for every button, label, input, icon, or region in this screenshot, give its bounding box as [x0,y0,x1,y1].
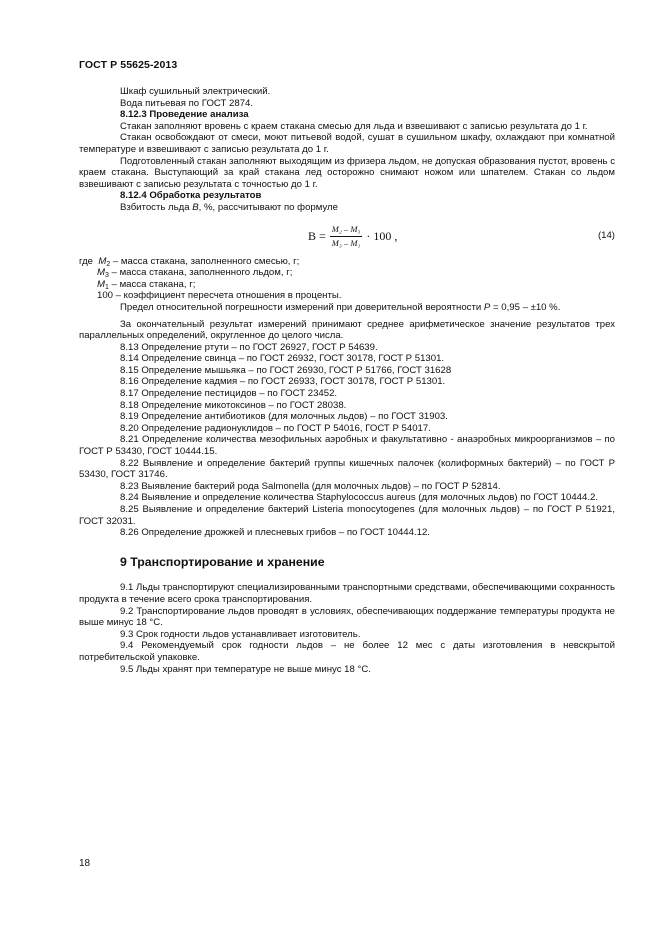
text: Предел относительной погрешности измерений при доверительной вероятности [120,301,484,313]
text: Взбитость льда [120,201,193,213]
section-9-body [79,582,615,675]
subsection-heading: 8.12.3 Проведение анализа [120,109,249,121]
formula-rhs: · 100 , [366,228,398,243]
paragraph: Вода питьевая по ГОСТ 2874. [120,97,254,109]
list-item: 8.21 Определение количества мезофильных аэробных и факультативно - анаэробных микроорганизмов – по ГОСТ Р 53430, ГОСТ 10444.15. [79,434,615,458]
list-item: 8.16 Определение кадмия – по ГОСТ 26933, ГОСТ 30178, ГОСТ Р 51301. [120,376,446,388]
legend-list [79,256,615,302]
paragraph: За окончательный результат измерений принимают среднее арифметическое значение результатов трех параллельных определений, округленное до целого числа. [79,318,615,342]
paragraph [79,302,615,314]
legend-item [79,256,615,268]
subscript: 1 [105,283,109,291]
subsection-heading: 8.12.4 Обработка результатов [120,190,262,202]
list-item: 8.14 Определение свинца – по ГОСТ 26932, ГОСТ 30178, ГОСТ Р 51301. [120,353,445,365]
symbol: M [97,278,105,290]
legend-item: 100 – коэффициент пересчета отношения в проценты. [97,290,342,302]
paragraph: Стакан заполняют вровень с краем стакана смесью для льда и взвешивают с записью результата до 1 г. [120,120,588,132]
methods-list [79,342,615,539]
legend-item [79,279,615,291]
list-item: 8.26 Определение дрожжей и плесневых грибов – по ГОСТ 10444.12. [120,527,430,539]
paragraph: 9.1 Льды транспортируют специализированными транспортными средствами, обеспечивающими сохранность продукта в течение всего срока транспортирования. [79,582,615,605]
paragraph: Подготовленный стакан заполняют выходящим из фризера льдом, не допуская образования пустот, вровень с краем стакана. Выступающий за край стакана лед осторожно снимают ножом или шпателем. Стакан со льдом взвешивают с записью результата с точностью до 1 г. [79,155,615,190]
legend-text: – масса стакана, заполненного льдом, г; [108,267,293,279]
list-item: 8.18 Определение микотоксинов – по ГОСТ 28038. [120,399,347,411]
page-number: 18 [79,858,91,869]
list-item: 8.19 Определение антибиотиков (для молочных льдов) – по ГОСТ 31903. [120,411,448,423]
formula-intro [79,202,615,214]
list-item: 8.22 Выявление и определение бактерий группы кишечных палочек (колиформных бактерий) – по ГОСТ Р 53430, ГОСТ 31746. [79,457,615,481]
list-item: 8.15 Определение мышьяка – по ГОСТ 26930, ГОСТ Р 51766, ГОСТ 31628 [120,364,452,376]
subscript: 3 [105,272,109,280]
symbol: M [98,255,107,267]
legend-text: – масса стакана, г; [108,278,196,290]
list-item: 8.20 Определение радионуклидов – по ГОСТ Р 54016, ГОСТ Р 54017. [120,422,431,434]
formula-numerator: M₂ – M₃ [330,224,363,238]
legend-item [79,267,615,279]
formula-number: (14) [597,229,615,241]
list-item: 8.25 Выявление и определение бактерий Listeria monocytogenes (для молочных льдов) – по ГОСТ Р 51921, ГОСТ 32031. [79,504,615,527]
subscript: 2 [106,260,111,268]
formula-expression [308,224,397,250]
document-body [79,86,615,675]
variable: В [192,201,199,213]
formula-lhs: В = [308,228,326,243]
paragraph: 9.3 Срок годности льдов устанавливает изготовитель. [120,628,361,640]
legend-text: – масса стакана, заполненного смесью, г; [110,255,300,267]
document-header: ГОСТ Р 55625-2013 [79,59,178,71]
formula [79,220,615,254]
section-title: 9 Транспортирование и хранение [120,554,325,569]
text: , %, рассчитывают по формуле [198,201,338,213]
text: = 0,95 – ±10 %. [490,301,561,313]
formula-denominator: M₃ – M₁ [331,238,361,249]
list-item: 8.13 Определение ртути – по ГОСТ 26927, ГОСТ Р 54639. [120,341,378,353]
paragraph: 9.2 Транспортирование льдов проводят в условиях, обеспечивающих поддержание температуры продукта не выше минус 18 °С. [79,605,615,629]
paragraph: Стакан освобождают от смеси, моют питьевой водой, сушат в сушильном шкафу, охлаждают при комнатной температуре и взвешивают с записью результата до 1 г. [79,132,615,155]
list-item: 8.17 Определение пестицидов – по ГОСТ 23452. [120,388,338,400]
where-prefix: где [79,255,94,267]
list-item: 8.23 Выявление бактерий рода Salmonella (для молочных льдов) – по ГОСТ Р 52814. [120,480,501,492]
list-item: 8.24 Выявление и определение количества Staphylococcus aureus (для молочных льдов) по ГОСТ 10444.2. [120,492,599,504]
variable: P [483,301,491,313]
paragraph: 9.5 Льды хранят при температуре не выше минус 18 °С. [120,663,371,675]
paragraph: Шкаф сушильный электрический. [120,86,271,97]
formula-fraction [330,224,363,250]
symbol: M [97,267,105,279]
paragraph: 9.4 Рекомендуемый срок годности льдов – не более 12 мес с даты изготовления в невскрытой потребительской упаковке. [79,640,615,663]
